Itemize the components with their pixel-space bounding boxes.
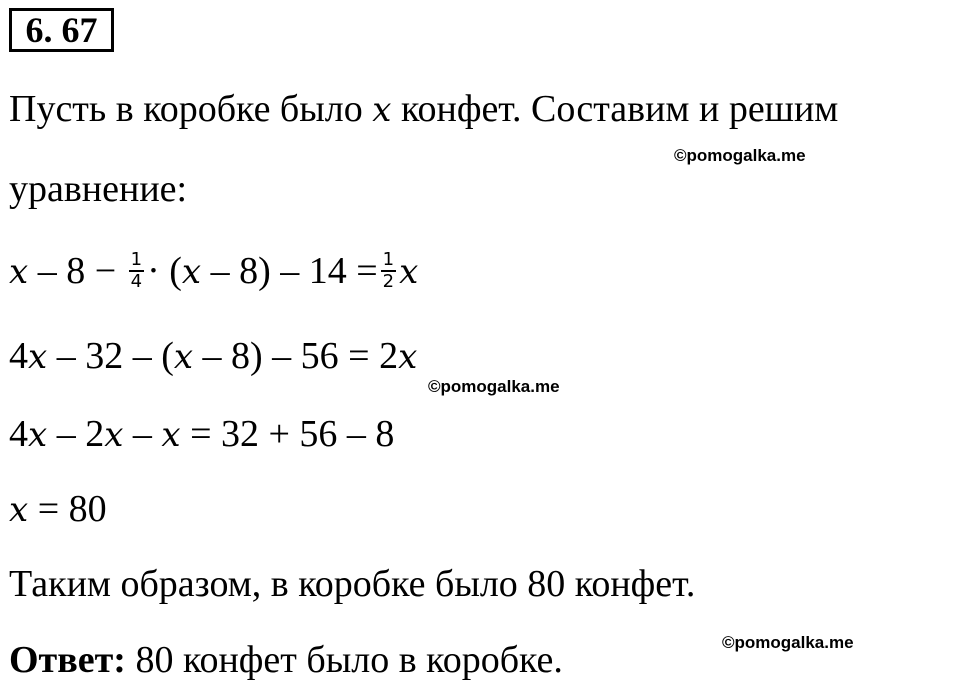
eq3-x3: x	[161, 415, 181, 455]
eq2-x1: x	[28, 337, 48, 377]
fraction-one-half	[381, 250, 396, 292]
intro-line-1	[9, 90, 838, 128]
answer-line	[9, 641, 563, 679]
frac2-numerator: 1	[382, 249, 395, 271]
eq2-part1: 4	[9, 335, 28, 377]
equation-2	[9, 337, 417, 375]
answer-text: 80 конфет было в коробке.	[125, 639, 563, 681]
eq1-part3: – 8) – 14 =	[201, 250, 378, 292]
frac1-numerator: 1	[130, 249, 143, 271]
variable-x: x	[372, 90, 392, 130]
eq1-part2: · (	[147, 250, 182, 292]
eq4-x1: x	[9, 490, 29, 530]
eq2-part3: – 8) – 56 = 2	[193, 335, 399, 377]
eq3-part4: = 32 + 56 – 8	[180, 413, 395, 455]
eq3-part2: – 2	[47, 413, 105, 455]
equation-3	[9, 415, 394, 453]
frac1-denominator: 4	[130, 271, 143, 293]
eq3-x2: x	[104, 415, 124, 455]
eq1-x3: x	[399, 252, 419, 292]
eq2-x3: x	[398, 337, 418, 377]
eq3-part3: –	[123, 413, 162, 455]
eq1-x2: x	[181, 252, 202, 292]
equation-4	[9, 490, 107, 528]
task-number: 6. 67	[9, 8, 114, 52]
eq4-part1: = 80	[28, 488, 107, 530]
eq1-part1: – 8 −	[28, 250, 126, 292]
watermark-3: ©pomogalka.me	[722, 633, 854, 652]
equation-1	[9, 249, 419, 295]
eq3-part1: 4	[9, 413, 28, 455]
eq3-x1: x	[28, 415, 48, 455]
watermark-2: ©pomogalka.me	[428, 377, 560, 396]
intro-line-2: уравнение:	[9, 168, 188, 210]
answer-label: Ответ:	[9, 639, 126, 681]
eq2-x2: x	[173, 337, 194, 377]
intro-text-1: Пусть в коробке было	[9, 88, 373, 130]
watermark-1: ©pomogalka.me	[674, 146, 806, 165]
fraction-one-quarter	[129, 250, 144, 292]
eq1-x1: x	[9, 252, 29, 292]
eq2-part2: – 32 – (	[47, 335, 174, 377]
frac2-denominator: 2	[382, 271, 395, 293]
intro-text-2: конфет. Составим и решим	[391, 88, 839, 130]
conclusion: Таким образом, в коробке было 80 конфет.	[9, 563, 696, 605]
